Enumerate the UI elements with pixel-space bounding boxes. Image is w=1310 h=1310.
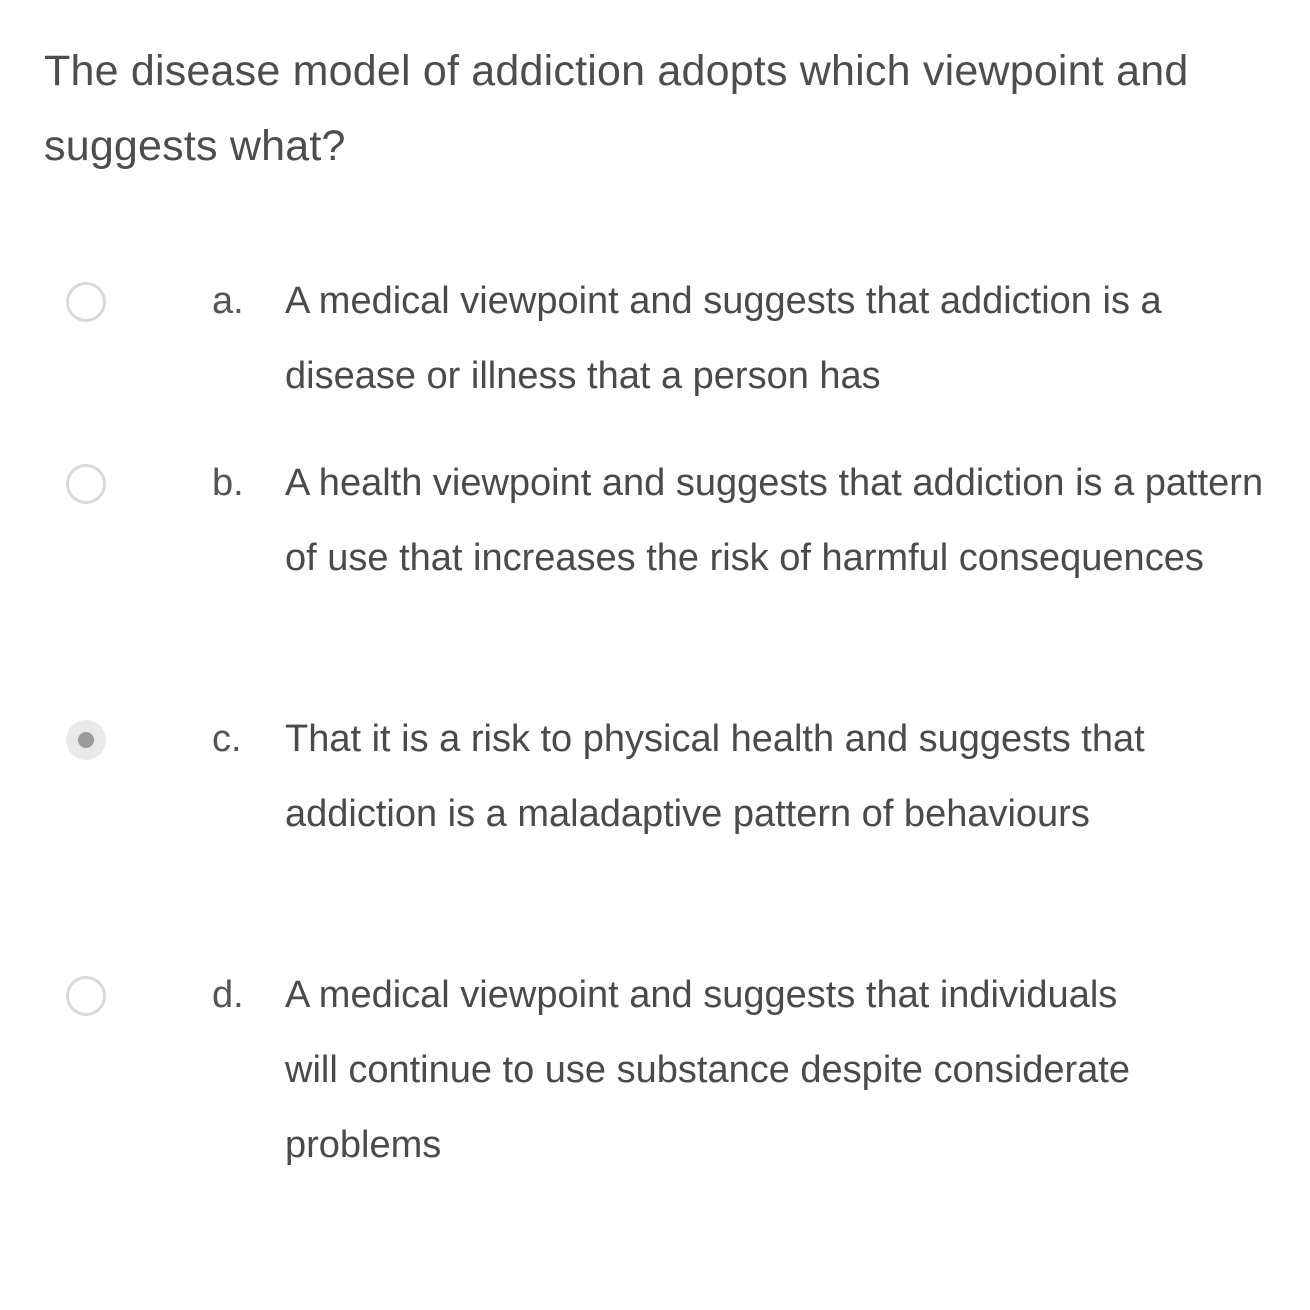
option-text: A medical viewpoint and suggests that addiction is a disease or illness that a person has: [285, 280, 1162, 397]
option-letter: d.: [212, 974, 244, 1016]
option-text: A health viewpoint and suggests that addiction is a pattern of use that increases the risk of harmful consequences: [285, 462, 1264, 579]
option-text: A medical viewpoint and suggests that individuals will continue to use substance despite considerate problems: [285, 974, 1130, 1166]
radio-button-b[interactable]: [66, 464, 106, 504]
option-letter: a.: [212, 280, 244, 322]
radio-button-d[interactable]: [66, 976, 106, 1016]
option-text: That it is a risk to physical health and suggests that addiction is a maladaptive pattern of behaviours: [285, 718, 1145, 835]
option-letter: c.: [212, 718, 242, 760]
radio-button-c-selected[interactable]: [66, 720, 106, 760]
question-text: The disease model of addiction adopts which viewpoint and suggests what?: [44, 47, 1189, 170]
radio-dot-icon: [78, 732, 94, 748]
radio-button-a[interactable]: [66, 282, 106, 322]
option-letter: b.: [212, 462, 244, 504]
